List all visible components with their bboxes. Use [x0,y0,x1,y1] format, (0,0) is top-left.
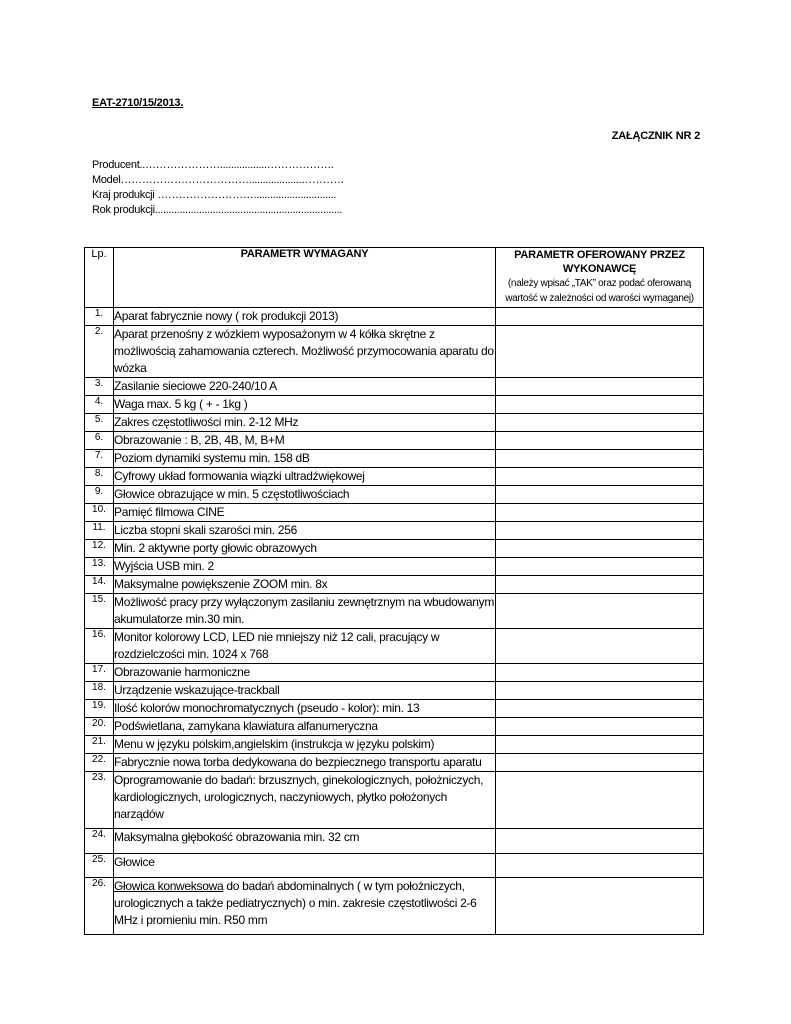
required-parameter: Menu w języku polskim,angielskim (instrukcja w języku polskim) [114,736,496,754]
offered-parameter-cell[interactable] [496,414,704,432]
required-parameter: Maksymalna głębokość obrazowania min. 32 cm [114,829,496,854]
offered-parameter-cell[interactable] [496,594,704,629]
row-number: 20. [85,718,114,736]
table-row [85,664,704,682]
row-number: 1. [85,308,114,326]
offered-parameter-cell[interactable] [496,700,704,718]
required-parameter [114,878,496,935]
table-row [85,772,704,829]
required-parameter: Obrazowanie harmoniczne [114,664,496,682]
row-number: 22. [85,754,114,772]
header-required: PARAMETR WYMAGANY [114,248,496,308]
offered-parameter-cell[interactable] [496,450,704,468]
table-row [85,558,704,576]
offered-parameter-cell[interactable] [496,378,704,396]
table-row [85,878,704,935]
header-offered-note: (należy wpisać „TAK” oraz podać oferowaną wartość w zależności od warości wymaganej) [505,278,694,304]
table-row [85,414,704,432]
producer-field: Producent..………………….................………………. [92,159,334,171]
table-row [85,450,704,468]
table-row [85,700,704,718]
table-row [85,594,704,629]
table-row [85,540,704,558]
offered-parameter-cell[interactable] [496,308,704,326]
offered-parameter-cell[interactable] [496,522,704,540]
offered-parameter-cell[interactable] [496,854,704,878]
offered-parameter-cell[interactable] [496,772,704,829]
probe-type-underlined: Głowica konweksowa [114,879,224,893]
required-parameter: Głowice [114,854,496,878]
offered-parameter-cell[interactable] [496,504,704,522]
row-number: 15. [85,594,114,629]
row-number: 12. [85,540,114,558]
required-parameter: Możliwość pracy przy wyłączonym zasilaniu zewnętrznym na wbudowanym akumulatorze min.30 min. [114,594,496,629]
required-parameter: Głowice obrazujące w min. 5 częstotliwościach [114,486,496,504]
row-number: 24. [85,829,114,854]
row-number: 10. [85,504,114,522]
offered-parameter-cell[interactable] [496,558,704,576]
required-parameter: Waga max. 5 kg ( + - 1kg ) [114,396,496,414]
row-number: 8. [85,468,114,486]
table-row [85,308,704,326]
row-number: 6. [85,432,114,450]
table-row [85,504,704,522]
offered-parameter-cell[interactable] [496,468,704,486]
required-parameter: Min. 2 aktywne porty głowic obrazowych [114,540,496,558]
row-number: 16. [85,629,114,664]
required-parameter: Maksymalne powiększenie ZOOM min. 8x [114,576,496,594]
required-parameter: Aparat przenośny z wózkiem wyposażonym w 4 kółka skrętne z możliwością zahamowania czterech. Możliwość przymocowania aparatu do wózka [114,326,496,378]
table-row [85,629,704,664]
required-parameter: Podświetlana, zamykana klawiatura alfanumeryczna [114,718,496,736]
specification-table [84,247,704,935]
required-parameter: Ilość kolorów monochromatycznych (pseudo - kolor): min. 13 [114,700,496,718]
required-parameter: Zakres częstotliwości min. 2-12 MHz [114,414,496,432]
row-number: 9. [85,486,114,504]
required-parameter: Liczba stopni skali szarości min. 256 [114,522,496,540]
row-number: 18. [85,682,114,700]
offered-parameter-cell[interactable] [496,754,704,772]
offered-parameter-cell[interactable] [496,486,704,504]
required-parameter: Obrazowanie : B, 2B, 4B, M, B+M [114,432,496,450]
row-number: 25. [85,854,114,878]
row-number: 3. [85,378,114,396]
required-parameter: Poziom dynamiki systemu min. 158 dB [114,450,496,468]
row-number: 19. [85,700,114,718]
offered-parameter-cell[interactable] [496,396,704,414]
required-parameter: Fabrycznie nowa torba dedykowana do bezpiecznego transportu aparatu [114,754,496,772]
manufacturer-fields [92,158,344,218]
offered-parameter-cell[interactable] [496,829,704,854]
offered-parameter-cell[interactable] [496,718,704,736]
offered-parameter-cell[interactable] [496,878,704,935]
required-parameter: Pamięć filmowa CINE [114,504,496,522]
table-row [85,378,704,396]
row-number: 21. [85,736,114,754]
row-number: 2. [85,326,114,378]
offered-parameter-cell[interactable] [496,736,704,754]
row-number: 5. [85,414,114,432]
table-row [85,576,704,594]
row-number: 17. [85,664,114,682]
header-offered-title: PARAMETR OFEROWANY PRZEZ WYKONAWCĘ [514,249,685,275]
offered-parameter-cell[interactable] [496,540,704,558]
table-header-row [85,248,704,308]
table-row [85,829,704,854]
table-row [85,522,704,540]
table-row [85,754,704,772]
document-reference: EAT-2710/15/2013. [92,97,184,109]
table-row [85,468,704,486]
required-parameter: Cyfrowy układ formowania wiązki ultradźwiękowej [114,468,496,486]
annex-number: ZAŁĄCZNIK NR 2 [611,130,700,142]
row-number: 11. [85,522,114,540]
offered-parameter-cell[interactable] [496,576,704,594]
table-row [85,326,704,378]
required-parameter: Aparat fabrycznie nowy ( rok produkcji 2013) [114,308,496,326]
offered-parameter-cell[interactable] [496,682,704,700]
country-field: Kraj produkcji ……………………….............................. [92,189,337,201]
offered-parameter-cell[interactable] [496,432,704,450]
model-field: Model………………………………...................………… [92,174,345,186]
header-offered [496,248,704,308]
required-parameter: Wyjścia USB min. 2 [114,558,496,576]
table-row [85,396,704,414]
row-number: 23. [85,772,114,829]
probe-type-description: do badań abdominalnych ( w tym położniczych, urologicznych a także pediatrycznych) o min. zakresie częstotliwości 2-6 MHz i promieniu min. R50 mm [114,879,477,927]
table-row [85,736,704,754]
offered-parameter-cell[interactable] [496,629,704,664]
table-row [85,854,704,878]
required-parameter: Monitor kolorowy LCD, LED nie mniejszy niż 12 cali, pracujący w rozdzielczości min. 1024 x 768 [114,629,496,664]
table-row [85,682,704,700]
year-field: Rok produkcji.................................................................... [92,204,343,216]
required-parameter: Urządzenie wskazujące-trackball [114,682,496,700]
table-row [85,486,704,504]
row-number: 14. [85,576,114,594]
required-parameter: Zasilanie sieciowe 220-240/10 A [114,378,496,396]
offered-parameter-cell[interactable] [496,326,704,378]
header-lp: Lp. [85,248,114,308]
row-number: 13. [85,558,114,576]
table-row [85,718,704,736]
offered-parameter-cell[interactable] [496,664,704,682]
row-number: 26. [85,878,114,935]
row-number: 4. [85,396,114,414]
required-parameter: Oprogramowanie do badań: brzusznych, ginekologicznych, położniczych, kardiologicznych, urologicznych, naczyniowych, płytko położonych narządów [114,772,496,829]
table-row [85,432,704,450]
row-number: 7. [85,450,114,468]
